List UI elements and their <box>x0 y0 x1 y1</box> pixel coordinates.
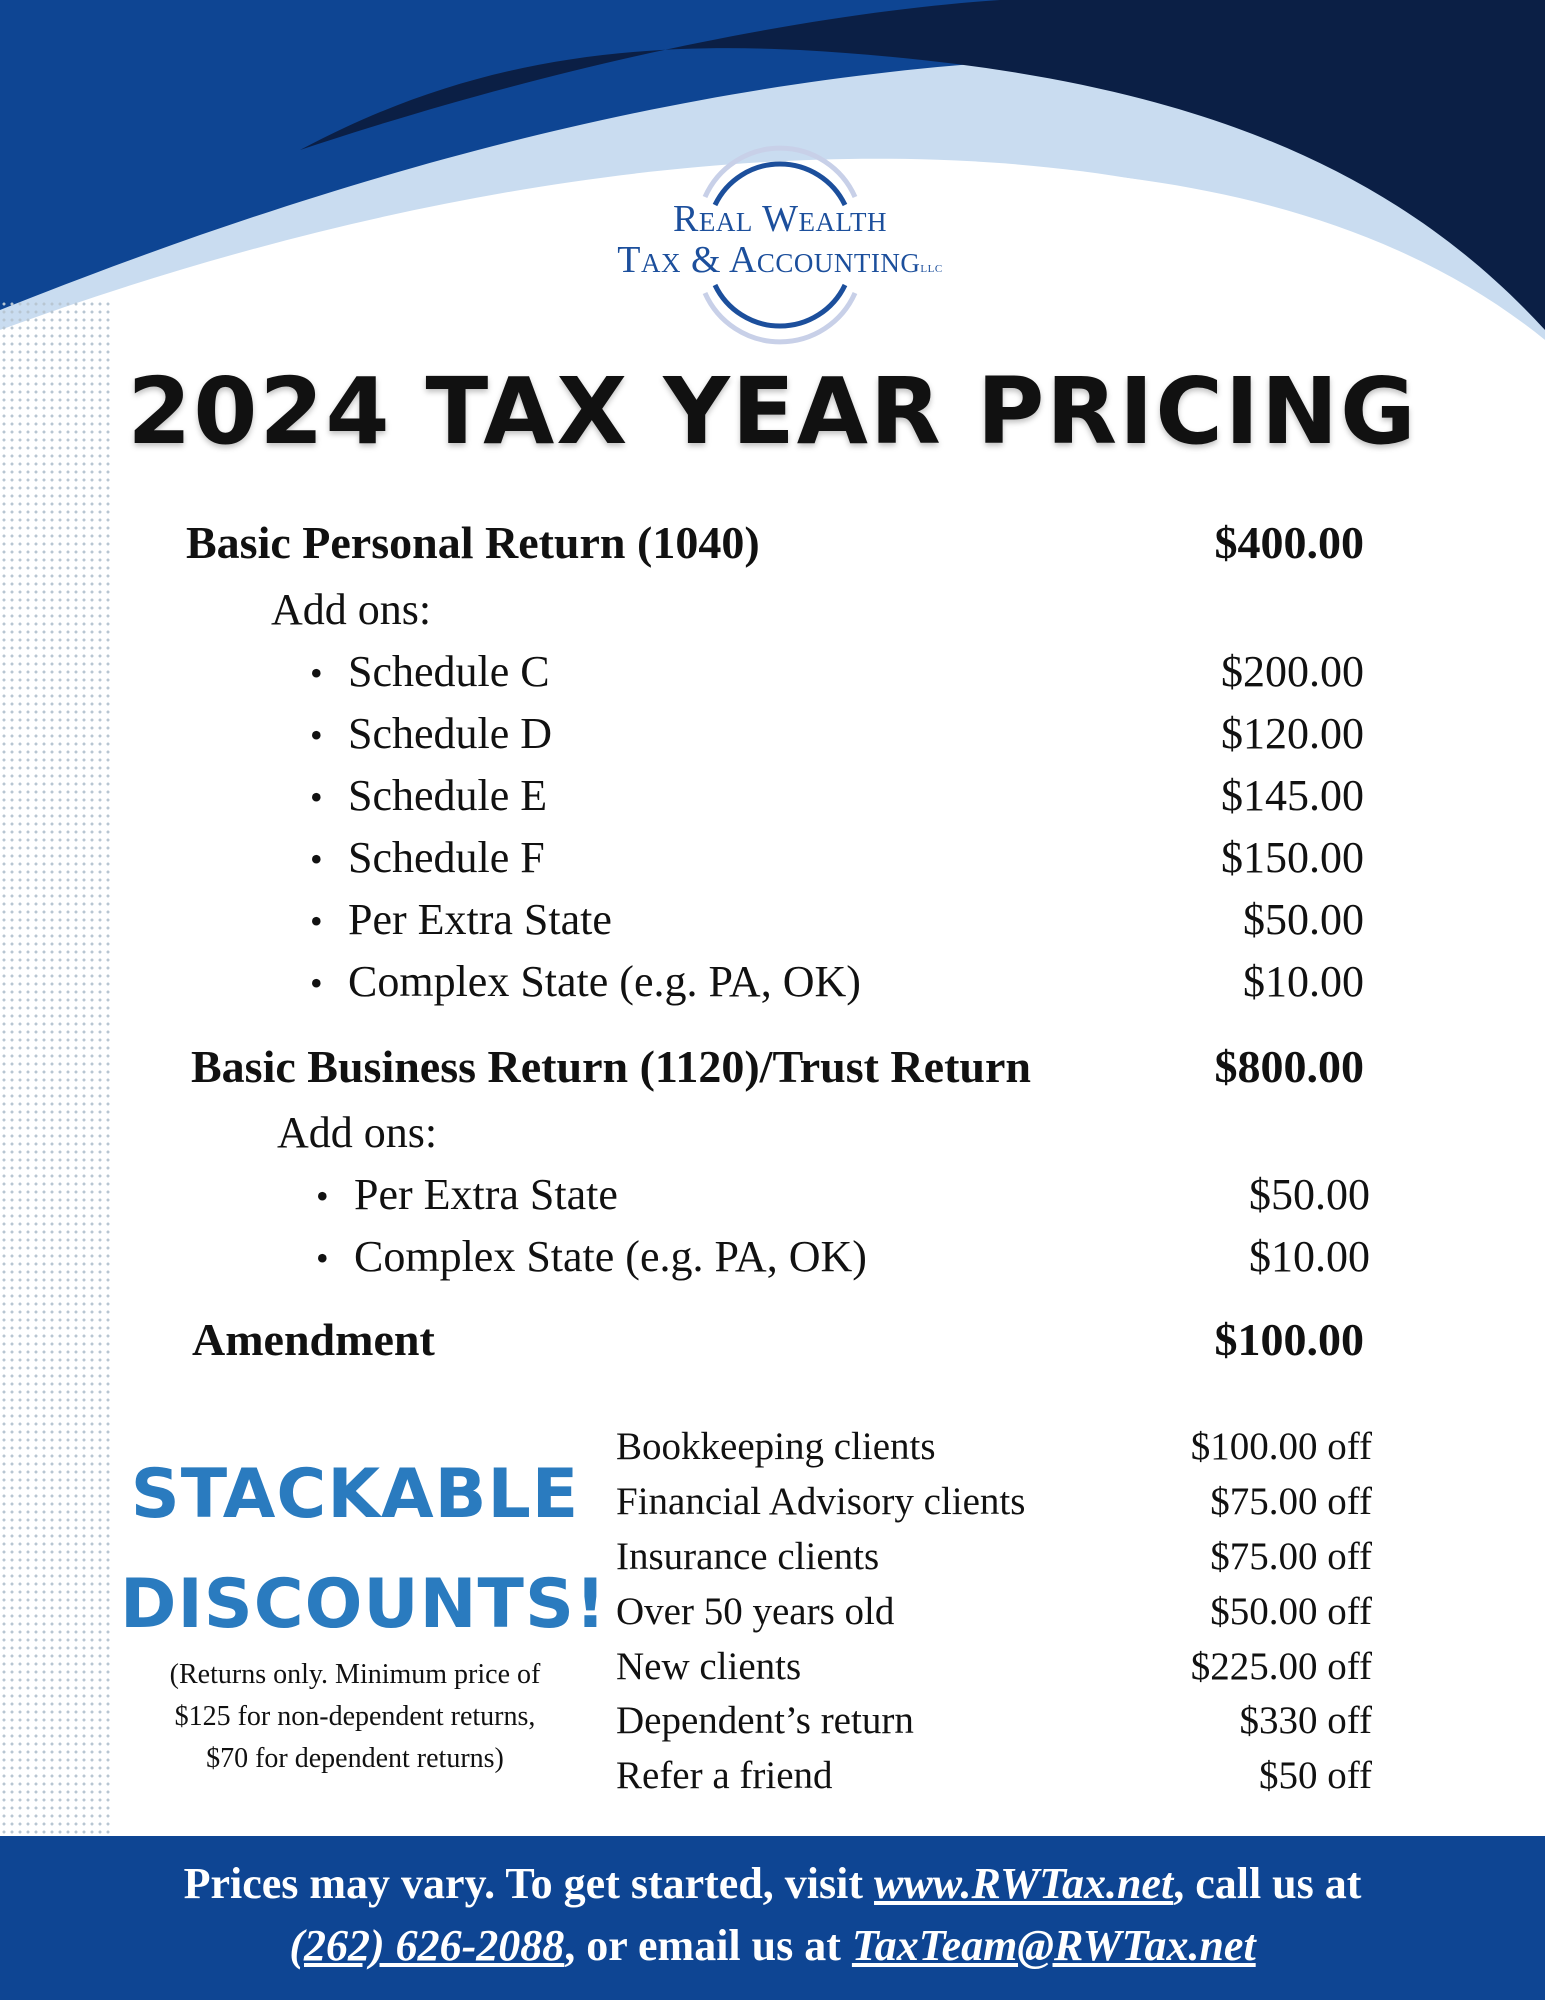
phone-link[interactable]: (262) 626-2088 <box>289 1921 565 1970</box>
addon-price: $150.00 <box>1221 833 1364 882</box>
bullet-icon: • <box>316 1238 329 1278</box>
addon-price: $120.00 <box>1221 709 1364 758</box>
amendment-price: $100.00 <box>1214 1314 1364 1365</box>
addon-label: Per Extra State <box>354 1170 618 1219</box>
discount-label: Over 50 years old <box>616 1590 895 1633</box>
page-title: 2024 TAX YEAR PRICING <box>127 358 1418 465</box>
addon-label: Schedule D <box>348 709 553 758</box>
addon-row <box>310 894 1364 948</box>
discount-row <box>616 1753 1372 1803</box>
personal-addons-heading: Add ons: <box>271 585 432 634</box>
footer-email-prefix-text: , or email us at <box>564 1921 852 1970</box>
discounts-note-line: $125 for non-dependent returns, <box>174 1701 536 1732</box>
footer-line1 <box>0 1858 1545 1909</box>
amendment-row <box>192 1313 1364 1369</box>
addon-row <box>310 646 1364 700</box>
addon-row <box>310 832 1364 886</box>
website-link[interactable]: www.RWTax.net <box>874 1859 1174 1908</box>
email-link[interactable]: TaxTeam@RWTax.net <box>851 1921 1256 1970</box>
discount-value: $75.00 off <box>1210 1480 1372 1523</box>
business-addons-heading: Add ons: <box>277 1108 438 1157</box>
discounts-note-line: (Returns only. Minimum price of <box>169 1659 541 1690</box>
company-logo <box>605 145 955 345</box>
addon-label: Schedule F <box>348 833 545 882</box>
addon-price: $50.00 <box>1249 1170 1370 1219</box>
discounts-heading-line1: STACKABLE <box>130 1455 580 1534</box>
logo-name-line2: Tax & AccountingLLC <box>617 239 943 281</box>
footer-line2 <box>0 1920 1545 1971</box>
discounts-heading-line2: DISCOUNTS! <box>120 1565 607 1644</box>
discount-label: Dependent’s return <box>616 1699 914 1742</box>
discount-label: New clients <box>616 1645 802 1688</box>
personal-return-row <box>186 516 1364 572</box>
discount-row <box>616 1644 1372 1694</box>
personal-return-price: $400.00 <box>1214 517 1364 568</box>
personal-return-label: Basic Personal Return (1040) <box>186 517 760 568</box>
discount-value: $330 off <box>1239 1699 1372 1742</box>
amendment-label: Amendment <box>192 1314 435 1365</box>
addon-price: $200.00 <box>1221 647 1364 696</box>
discount-value: $50.00 off <box>1210 1590 1372 1633</box>
discount-row <box>616 1534 1372 1584</box>
discount-value: $100.00 off <box>1190 1425 1372 1468</box>
addon-price: $50.00 <box>1243 895 1364 944</box>
bullet-icon: • <box>310 715 323 755</box>
addon-price: $145.00 <box>1221 771 1364 820</box>
bullet-icon: • <box>316 1176 329 1216</box>
addon-row <box>316 1169 1370 1223</box>
bullet-icon: • <box>310 777 323 817</box>
dot-pattern-decoration <box>0 300 112 1840</box>
addon-label: Schedule C <box>348 647 550 696</box>
logo-name-line1: Real Wealth <box>672 198 887 240</box>
addon-label: Schedule E <box>348 771 548 820</box>
discount-row <box>616 1479 1372 1529</box>
addon-label: Per Extra State <box>348 895 612 944</box>
discount-value: $225.00 off <box>1190 1645 1372 1688</box>
bullet-icon: • <box>310 963 323 1003</box>
addon-label: Complex State (e.g. PA, OK) <box>354 1232 867 1281</box>
addon-label: Complex State (e.g. PA, OK) <box>348 957 861 1006</box>
addon-row <box>310 956 1364 1010</box>
discount-label: Bookkeeping clients <box>616 1425 936 1468</box>
business-return-label: Basic Business Return (1120)/Trust Return <box>191 1041 1031 1092</box>
discounts-note <box>120 1654 590 1780</box>
discount-row <box>616 1698 1372 1748</box>
discounts-note-line: $70 for dependent returns) <box>206 1743 504 1774</box>
footer-prefix-text: Prices may vary. To get started, visit <box>183 1859 875 1908</box>
addon-row <box>316 1231 1370 1285</box>
addon-row <box>310 770 1364 824</box>
footer-banner <box>0 1836 1545 2000</box>
logo-suffix: LLC <box>920 263 943 275</box>
discount-label: Financial Advisory clients <box>616 1480 1026 1523</box>
addon-price: $10.00 <box>1249 1232 1370 1281</box>
business-return-row <box>191 1040 1364 1096</box>
addon-price: $10.00 <box>1243 957 1364 1006</box>
discount-value: $50 off <box>1258 1754 1372 1797</box>
bullet-icon: • <box>310 839 323 879</box>
bullet-icon: • <box>310 653 323 693</box>
bullet-icon: • <box>310 901 323 941</box>
discount-label: Refer a friend <box>616 1754 833 1797</box>
discount-label: Insurance clients <box>616 1535 880 1578</box>
addon-row <box>310 708 1364 762</box>
discount-row <box>616 1424 1372 1474</box>
discount-row <box>616 1589 1372 1639</box>
footer-middle-text: , call us at <box>1173 1859 1362 1908</box>
business-return-price: $800.00 <box>1214 1041 1364 1092</box>
discount-value: $75.00 off <box>1210 1535 1372 1578</box>
